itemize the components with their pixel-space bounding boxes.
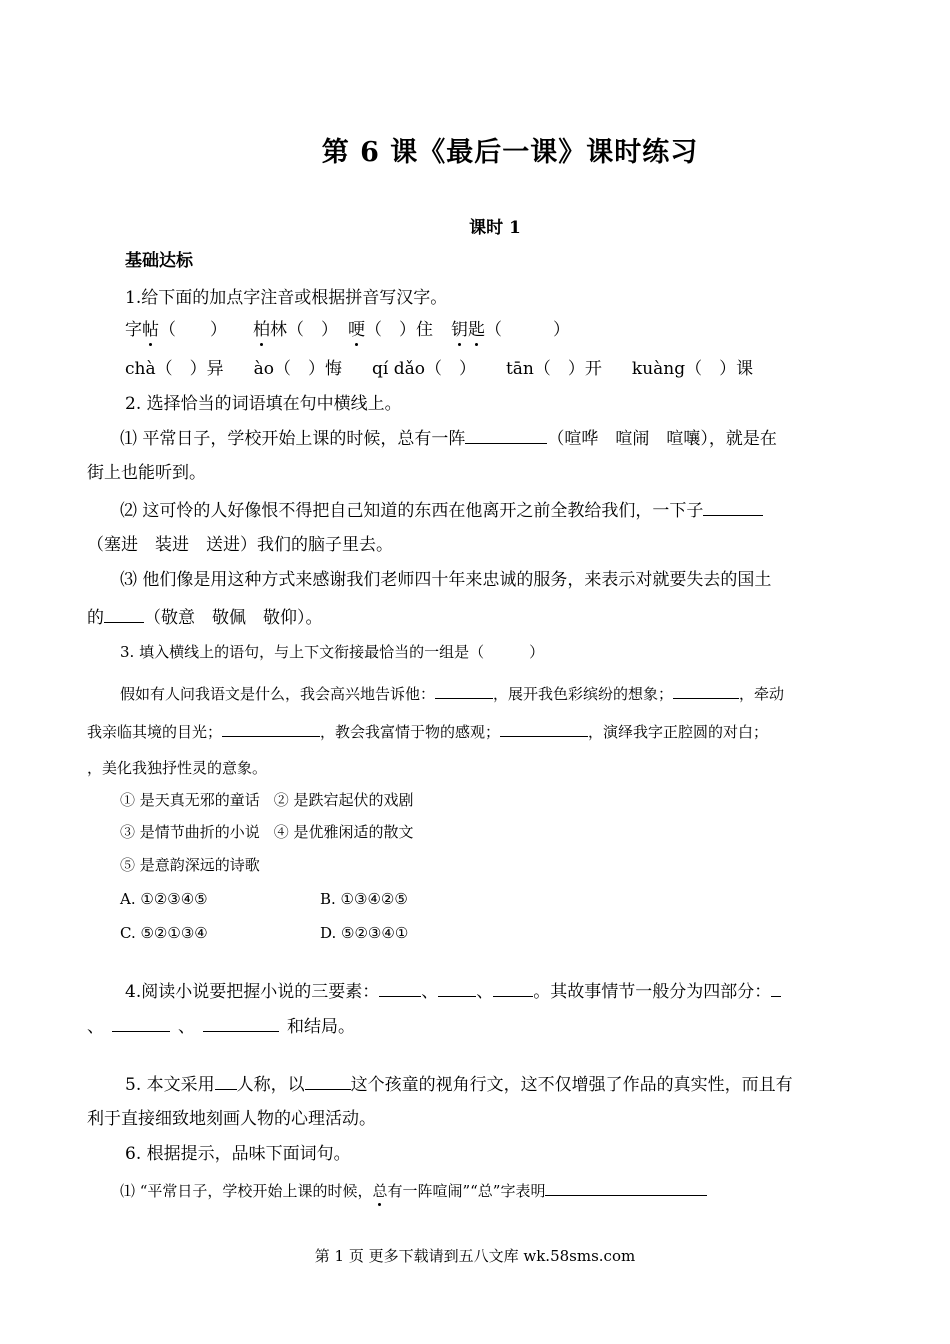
q3-text: ，牵动 (739, 685, 785, 703)
lesson-subtitle: 课时 1 (469, 218, 521, 238)
q1-blank: （ ）住 (365, 320, 433, 340)
q3-para-line-1 (120, 680, 784, 706)
q6-blank[interactable] (545, 1177, 707, 1196)
q3-option: ② 是跌宕起伏的戏剧 (273, 791, 414, 809)
q3-blank[interactable] (673, 680, 739, 699)
q1-pinyin-item: tān（ ）开 (505, 359, 602, 379)
q3-blank[interactable] (222, 718, 320, 737)
q2-s3-cont (87, 604, 323, 630)
q3-choice-c[interactable]: C. ⑤②①③④ (120, 924, 208, 942)
q3-option: ④ 是优雅闲适的散文 (273, 823, 414, 841)
q3-text: 我亲临其境的目光； (87, 723, 223, 741)
q1-pinyin-item: ào（ ）悔 (253, 359, 342, 379)
q5-text: 5. 本文采用 (125, 1075, 215, 1095)
q4-sep: 、 (87, 1017, 104, 1037)
section-heading: 基础达标 (125, 251, 193, 271)
q3-prompt: 3. 填入横线上的语句，与上下文衔接最恰当的一组是（ ） (120, 643, 545, 661)
q3-options-row-2 (120, 820, 414, 844)
q2-prompt: 2. 选择恰当的词语填在句中横线上。 (125, 394, 402, 414)
q3-choice-d[interactable]: D. ⑤②③④① (320, 924, 409, 942)
q2-s3-text: 的 (87, 608, 104, 628)
q4-text: 4.阅读小说要把握小说的三要素： (125, 982, 380, 1002)
q1-row2 (125, 357, 753, 381)
q2-s1-text: ⑴ 平常日子，学校开始上课的时候，总有一阵 (120, 429, 466, 449)
q4-blank[interactable] (112, 1013, 170, 1032)
q2-s1-options: （喧哗 喧闹 喧嚷），就是在 (547, 429, 777, 449)
q1-dotted-char: 钥 (451, 320, 468, 340)
q3-option: ③ 是情节曲折的小说 (120, 823, 260, 841)
q3-text: ，演绎我字正腔圆的对白； (588, 723, 769, 741)
q1-dotted-char: 匙 (468, 320, 485, 340)
page-footer: 第 1 页 更多下载请到五八文库 wk.58sms.com (314, 1247, 636, 1265)
q3-text: ，教会我富情于物的感观； (320, 723, 501, 741)
q5-line-2: 利于直接细致地刻画人物的心理活动。 (87, 1109, 376, 1129)
q3-para-line-3: ，美化我独抒性灵的意象。 (87, 759, 268, 777)
q3-blank[interactable] (435, 680, 493, 699)
q2-blank-1[interactable] (465, 425, 547, 444)
q6-prompt: 6. 根据提示，品味下面词句。 (125, 1144, 351, 1164)
q1-pinyin-item: kuàng（ ）课 (631, 359, 754, 379)
q3-blank[interactable] (500, 718, 588, 737)
q5-text: 人称，以 (236, 1075, 305, 1095)
q1-blank: （ ） (159, 320, 227, 340)
q1-pinyin-item: qí dǎo（ ） (371, 359, 476, 379)
q3-option-5: ⑤ 是意韵深远的诗歌 (120, 856, 260, 874)
q5-line-1 (125, 1071, 793, 1097)
q4-text: 。其故事情节一般分为四部分： (533, 982, 772, 1002)
q3-options-row-1 (120, 788, 414, 812)
q2-sentence-2 (120, 497, 763, 523)
q2-sentence-3: ⑶ 他们像是用这种方式来感谢我们老师四十年来忠诚的服务，来表示对就要失去的国土 (120, 570, 772, 590)
q2-s2-text: ⑵ 这可怜的人好像恨不得把自己知道的东西在他离开之前全教给我们，一下子 (120, 501, 704, 521)
page-title: 第 6 课《最后一课》课时练习 (321, 137, 699, 168)
q4-sep: 、 (178, 1017, 195, 1037)
q6-text: 有一阵喧闹”“总”字表明 (387, 1182, 546, 1200)
q3-text: ，展开我色彩缤纷的想象； (493, 685, 674, 703)
q5-blank[interactable] (215, 1071, 237, 1090)
q1-char: 字 (125, 320, 142, 340)
q1-row1 (125, 318, 570, 342)
q4-text: 和结局。 (287, 1017, 355, 1037)
q1-dotted-char: 哽 (348, 320, 365, 340)
q6-item-1 (120, 1177, 707, 1203)
q6-text: ⑴ “平常日子，学校开始上课的时候， (120, 1182, 373, 1200)
q4-line-1 (125, 978, 781, 1004)
q1-dotted-char: 帖 (142, 320, 159, 340)
q4-blank[interactable] (438, 978, 476, 997)
q2-s1-cont: 街上也能听到。 (87, 463, 206, 483)
q5-blank[interactable] (305, 1071, 351, 1090)
q5-text: 这个孩童的视角行文，这不仅增强了作品的真实性，而且有 (350, 1075, 793, 1095)
q1-blank: （ ） (485, 320, 570, 340)
q4-sep: 、 (421, 982, 439, 1002)
q4-blank[interactable] (203, 1013, 279, 1032)
q4-sep: 、 (476, 982, 494, 1002)
q3-text: 假如有人问我语文是什么，我会高兴地告诉他： (120, 685, 436, 703)
q6-dotted-char: 总 (372, 1182, 388, 1200)
q4-blank[interactable] (771, 978, 781, 997)
q2-blank-3[interactable] (104, 604, 144, 623)
q3-para-line-2 (87, 718, 768, 744)
q4-line-2 (87, 1013, 355, 1039)
q3-choice-b[interactable]: B. ①③④②⑤ (320, 890, 408, 908)
q2-s3-options: （敬意 敬佩 敬仰）。 (144, 608, 323, 628)
q4-blank[interactable] (493, 978, 533, 997)
q2-sentence-1 (120, 425, 777, 451)
q4-blank[interactable] (379, 978, 421, 997)
q1-pinyin-item: chà（ ）异 (125, 359, 224, 379)
q1-blank: 林（ ） (270, 320, 338, 340)
q3-option: ① 是天真无邪的童话 (120, 791, 260, 809)
q3-choice-a[interactable]: A. ①②③④⑤ (120, 890, 208, 908)
q2-blank-2[interactable] (703, 497, 763, 516)
q1-dotted-char: 柏 (253, 320, 270, 340)
q2-s2-cont: （塞进 装进 送进）我们的脑子里去。 (87, 535, 393, 555)
q1-prompt: 1.给下面的加点字注音或根据拼音写汉字。 (125, 288, 448, 308)
